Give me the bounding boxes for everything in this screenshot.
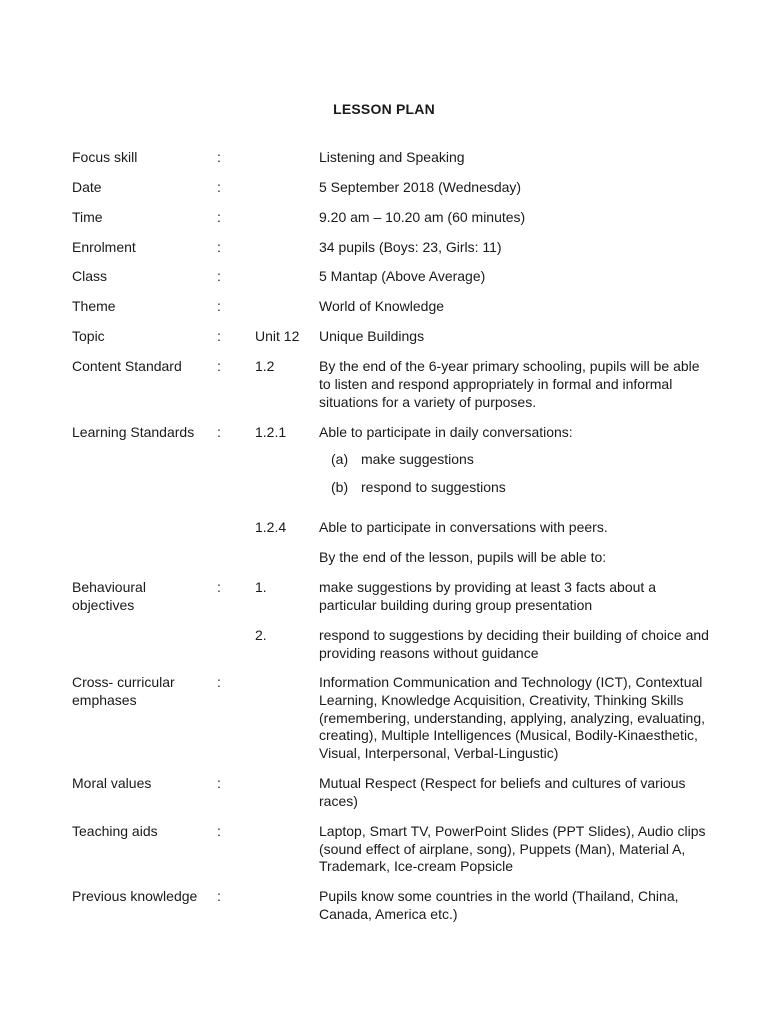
objective-number: 2. [255, 627, 267, 643]
class-label: Class [72, 268, 108, 284]
learning-standard-code: 1.2.4 [255, 519, 287, 535]
cross-curricular-line: (remembering, understanding, applying, analyzing, evaluating, [319, 710, 706, 726]
colon: : [217, 775, 221, 791]
previous-knowledge-line: Canada, America etc.) [319, 906, 458, 922]
colon: : [217, 179, 221, 195]
page-title: LESSON PLAN [333, 101, 435, 117]
behavioural-objectives-label: Behavioural [72, 579, 146, 595]
class-value: 5 Mantap (Above Average) [319, 268, 486, 284]
colon: : [217, 328, 221, 344]
moral-values-label: Moral values [72, 775, 152, 791]
colon: : [217, 239, 221, 255]
objectives-intro: By the end of the lesson, pupils will be able to: [319, 549, 607, 565]
learning-standard-value: Able to participate in daily conversations: [319, 424, 573, 440]
objective-line: particular building during group presentation [319, 597, 593, 613]
moral-values-line: races) [319, 793, 358, 809]
learning-standard-value: Able to participate in conversations with peers. [319, 519, 608, 535]
learning-standards-label: Learning Standards [72, 424, 195, 440]
topic-label: Topic [72, 328, 105, 344]
content-standard-line: situations for a variety of purposes. [319, 394, 537, 410]
teaching-aids-line: Trademark, Ice-cream Popsicle [319, 858, 513, 874]
content-standard-label: Content Standard [72, 358, 182, 374]
moral-values-line: Mutual Respect (Respect for beliefs and cultures of various [319, 775, 686, 791]
objective-line: providing reasons without guidance [319, 645, 539, 661]
list-item: respond to suggestions [361, 479, 506, 495]
theme-value: World of Knowledge [319, 298, 445, 314]
enrolment-label: Enrolment [72, 239, 136, 255]
colon: : [217, 268, 221, 284]
content-standard-code: 1.2 [255, 358, 275, 374]
focus-skill-label: Focus skill [72, 149, 138, 165]
colon: : [217, 358, 221, 374]
colon: : [217, 823, 221, 839]
colon: : [217, 149, 221, 165]
objective-line: respond to suggestions by deciding their building of choice and [319, 627, 709, 643]
list-marker: (a) [331, 451, 349, 467]
cross-curricular-line: Information Communication and Technology (ICT), Contextual [319, 674, 703, 690]
teaching-aids-line: Laptop, Smart TV, PowerPoint Slides (PPT Slides), Audio clips [319, 823, 706, 839]
colon: : [217, 424, 221, 440]
time-label: Time [72, 209, 103, 225]
date-label: Date [72, 179, 102, 195]
time-value: 9.20 am – 10.20 am (60 minutes) [319, 209, 526, 225]
colon: : [217, 674, 221, 690]
topic-value: Unique Buildings [319, 328, 425, 344]
colon: : [217, 209, 221, 225]
objective-line: make suggestions by providing at least 3 facts about a [319, 579, 656, 595]
colon: : [217, 579, 221, 595]
enrolment-value: 34 pupils (Boys: 23, Girls: 11) [319, 239, 502, 255]
previous-knowledge-line: Pupils know some countries in the world (Thailand, China, [319, 888, 679, 904]
objective-number: 1. [255, 579, 267, 595]
cross-curricular-line: Learning, Knowledge Acquisition, Creativity, Thinking Skills [319, 692, 684, 708]
focus-skill-value: Listening and Speaking [319, 149, 465, 165]
previous-knowledge-label: Previous knowledge [72, 888, 198, 904]
behavioural-objectives-label: objectives [72, 597, 135, 613]
list-item: make suggestions [361, 451, 474, 467]
teaching-aids-label: Teaching aids [72, 823, 158, 839]
topic-code: Unit 12 [255, 328, 300, 344]
cross-curricular-label: Cross- curricular [72, 674, 175, 690]
cross-curricular-line: Visual, Interpersonal, Verbal-Lingustic) [319, 745, 559, 761]
teaching-aids-line: (sound effect of airplane, song), Puppets (Man), Material A, [319, 841, 686, 857]
colon: : [217, 298, 221, 314]
date-value: 5 September 2018 (Wednesday) [319, 179, 522, 195]
cross-curricular-line: creating), Multiple Intelligences (Musical, Bodily-Kinaesthetic, [319, 727, 698, 743]
theme-label: Theme [72, 298, 116, 314]
list-marker: (b) [331, 479, 349, 495]
cross-curricular-label: emphases [72, 692, 137, 708]
content-standard-line: By the end of the 6-year primary schooling, pupils will be able [319, 358, 700, 374]
learning-standard-code: 1.2.1 [255, 424, 287, 440]
content-standard-line: to listen and respond appropriately in formal and informal [319, 376, 673, 392]
colon: : [217, 888, 221, 904]
